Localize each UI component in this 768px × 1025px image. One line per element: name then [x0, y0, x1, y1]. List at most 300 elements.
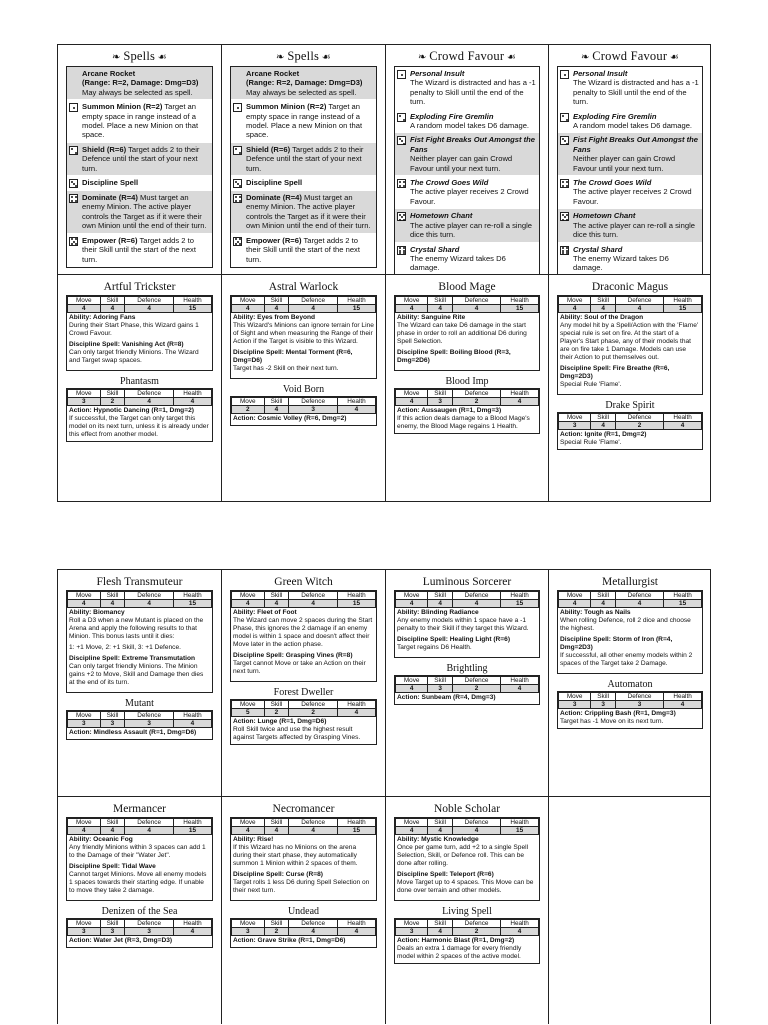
- spell-text: [246, 145, 373, 173]
- stat-value: 15: [173, 600, 211, 608]
- stat-value: 4: [125, 827, 174, 835]
- stat-value: 4: [289, 600, 338, 608]
- wizard-abilities: [231, 835, 376, 900]
- stat-header: Move: [232, 592, 265, 600]
- action-text: Deals an extra 1 damage for every friendly model within 2 spaces of the active model.: [397, 945, 522, 960]
- stat-value: 4: [615, 305, 663, 313]
- ability-text: This Wizard's Minions can ignore terrain for Line of Sight and when measuring the Range of their Action if the Target is visible to this Wizard.: [233, 322, 374, 345]
- spell-entry: [558, 110, 702, 134]
- stat-value: 3: [125, 720, 174, 728]
- spell-name: Hometown Chant: [410, 211, 473, 221]
- ability: [69, 314, 210, 338]
- spell-text: [410, 112, 536, 131]
- stat-header: Defence: [289, 297, 338, 305]
- stat-value: 4: [173, 928, 211, 936]
- minion-action: [397, 937, 537, 961]
- spell-entry: [558, 209, 702, 242]
- stat-value: 3: [100, 928, 125, 936]
- spell-entry: [395, 67, 539, 110]
- stat-header: Defence: [125, 390, 174, 398]
- stat-value: 2: [264, 928, 289, 936]
- spell-text: [246, 69, 373, 97]
- spell-description: Target adds 2 to their Defence until the start of your next turn.: [82, 144, 200, 173]
- minion-stat-card: [394, 918, 540, 964]
- minion-abilities: [67, 406, 212, 441]
- wizard-card: [386, 570, 548, 796]
- die-face-3-icon: [69, 179, 78, 188]
- stat-value: 4: [232, 600, 265, 608]
- wizard-abilities: [67, 835, 212, 900]
- stat-header: Move: [559, 693, 591, 701]
- stat-table: [231, 700, 376, 717]
- wizard-name: Draconic Magus: [591, 281, 669, 293]
- stat-value: 2: [289, 709, 338, 717]
- minion-abilities: [558, 709, 702, 728]
- wizard-name: Astral Warlock: [268, 281, 339, 293]
- spell-text: [246, 236, 373, 264]
- stat-header: Health: [501, 920, 539, 928]
- stat-value: 5: [232, 709, 265, 717]
- stat-header: Defence: [452, 819, 500, 827]
- ability-label: Discipline Spell: Grasping Vines (R=8): [233, 652, 353, 659]
- ability-text: If successful, all other enemy models within 2 spaces of the Target take 2 Damage.: [560, 652, 693, 667]
- stat-header: Health: [173, 390, 211, 398]
- ability-label: Discipline Spell: Tidal Wave: [69, 863, 156, 870]
- stat-header: Health: [173, 592, 211, 600]
- stat-value: 2: [232, 406, 265, 414]
- spell-card: [222, 45, 385, 274]
- stat-value: 4: [591, 600, 616, 608]
- spell-text: [82, 193, 209, 231]
- ability-text: Special Rule 'Flame'.: [560, 381, 622, 388]
- spell-entry: [395, 209, 539, 242]
- wizard-abilities: [395, 608, 539, 657]
- stat-header: Move: [232, 398, 265, 406]
- flourish-right-icon: ☙: [667, 52, 680, 63]
- spell-entry: [395, 243, 539, 275]
- stat-value: 15: [664, 600, 702, 608]
- stat-table: [67, 591, 212, 608]
- ability-text: Any friendly Minions within 3 spaces can add 1 to the Damage of their "Water Jet".: [69, 844, 206, 859]
- stat-value: 4: [337, 709, 375, 717]
- wizard-name: Mermancer: [113, 803, 166, 815]
- wizard-card: [222, 275, 385, 503]
- stat-table: [67, 818, 212, 835]
- stat-header: Skill: [264, 920, 289, 928]
- minion-abilities: [395, 406, 539, 433]
- stat-header: Health: [664, 592, 702, 600]
- wizard-stat-card: [557, 295, 703, 395]
- action-text: Special Rule 'Flame'.: [560, 439, 622, 446]
- ability-label: Ability: Adoring Fans: [69, 314, 136, 321]
- stat-value: 4: [68, 600, 101, 608]
- die-face-2-icon: [397, 113, 406, 122]
- ability-label: Ability: Eyes from Beyond: [233, 314, 316, 321]
- minion-abilities: [231, 717, 376, 744]
- spell-card-title-text: Spells: [123, 49, 156, 63]
- ability-text: Target regains D6 Health.: [397, 644, 472, 651]
- stat-header: Move: [68, 819, 101, 827]
- minion-name: Forest Dweller: [273, 687, 334, 698]
- wizard-abilities: [395, 835, 539, 900]
- die-face-1-icon: [69, 103, 78, 112]
- stat-value: 4: [396, 305, 428, 313]
- stat-header: Defence: [452, 297, 500, 305]
- stat-value: 4: [452, 827, 500, 835]
- stat-value: 4: [264, 827, 289, 835]
- die-face-3-icon: [560, 136, 569, 145]
- stat-header: Move: [559, 592, 591, 600]
- stat-header: Skill: [428, 920, 453, 928]
- stat-table: [231, 591, 376, 608]
- minion-action: [397, 694, 537, 702]
- stat-header: Health: [337, 701, 375, 709]
- spell-text: [246, 102, 373, 140]
- wizard-abilities: [558, 313, 702, 394]
- stat-value: 4: [100, 305, 125, 313]
- die-face-3-icon: [397, 136, 406, 145]
- stat-header: Skill: [100, 297, 125, 305]
- wizard-card: [58, 275, 221, 503]
- spell-text: [573, 178, 699, 206]
- stat-value: 4: [428, 928, 453, 936]
- spell-name: Personal Insult: [410, 69, 465, 78]
- ability: [233, 652, 374, 676]
- spell-name: Dominate (R=4): [82, 193, 138, 203]
- ability: [397, 836, 537, 868]
- spell-description: The active player can re-roll a single dice this turn.: [573, 220, 695, 240]
- minion-action: [560, 710, 700, 726]
- die-face-5-icon: [560, 212, 569, 221]
- wizard-card: [549, 570, 711, 796]
- action-text: If successful, the Target can only target this model on its next turn, unless it is already under this effect from another model.: [69, 415, 209, 438]
- stat-header: Health: [501, 390, 539, 398]
- stat-value: 3: [615, 701, 663, 709]
- spell-card-title-text: Crowd Favour: [429, 49, 505, 63]
- stat-table: [67, 919, 212, 936]
- spell-text: [410, 135, 536, 173]
- ability: [233, 836, 374, 868]
- stat-value: 3: [396, 928, 428, 936]
- minion-name: Automaton: [607, 679, 653, 690]
- die-face-4-icon: [397, 179, 406, 188]
- ability: [560, 609, 700, 633]
- stat-header: Move: [232, 920, 265, 928]
- ability: [69, 609, 210, 641]
- spell-entry: [395, 176, 539, 209]
- spell-name: The Crowd Goes Wild: [573, 178, 652, 188]
- stat-value: 4: [100, 827, 125, 835]
- stat-header: Move: [68, 920, 101, 928]
- action-label: Action: Sunbeam (R=4, Dmg=3): [397, 694, 496, 701]
- stat-value: 3: [559, 422, 591, 430]
- stat-value: 2: [615, 422, 663, 430]
- ability-text: Once per game turn, add +2 to a single Spell Selection, Skill, or Defence roll. This can be done after rolling.: [397, 844, 529, 867]
- stat-header: Defence: [452, 592, 500, 600]
- ability-label: Ability: Sanguine Rite: [397, 314, 466, 321]
- action-label: Action: Harmonic Blast (R=1, Dmg=2): [397, 937, 515, 944]
- minion-stat-card: [557, 691, 703, 729]
- minion-stat-card: [394, 675, 540, 705]
- spell-name: Summon Minion (R=2): [246, 102, 327, 112]
- flourish-left-icon: ❧: [112, 52, 124, 63]
- stat-value: 4: [289, 928, 338, 936]
- spell-name: Fist Fight Breaks Out Amongst the Fans: [573, 135, 699, 154]
- ability: [233, 609, 374, 649]
- spell-name: Empower (R=6): [82, 235, 138, 245]
- stat-header: Skill: [591, 693, 616, 701]
- stat-header: Defence: [125, 297, 174, 305]
- stat-value: 3: [591, 701, 616, 709]
- spell-range: (Range: R=2, Damage: Dmg=D3): [246, 78, 363, 88]
- stat-value: 4: [428, 600, 453, 608]
- stat-header: Move: [396, 677, 428, 685]
- stat-value: 4: [428, 305, 453, 313]
- spell-name: Arcane Rocket: [246, 69, 300, 78]
- wizard-name: Green Witch: [274, 576, 333, 588]
- stat-header: Health: [173, 819, 211, 827]
- spell-entry: [231, 176, 376, 191]
- stat-value: 3: [232, 928, 265, 936]
- spell-description: Target adds 2 to their Skill until the start of the next turn.: [82, 235, 196, 264]
- minion-action: [69, 407, 210, 439]
- spell-entry: [231, 100, 376, 143]
- spell-name: Dominate (R=4): [246, 193, 302, 203]
- stat-table: [395, 818, 539, 835]
- ability-label: Ability: Oceanic Fog: [69, 836, 133, 843]
- die-face-6-icon: [397, 246, 406, 255]
- stat-value: 4: [264, 305, 289, 313]
- stat-header: Skill: [428, 390, 453, 398]
- wizard-abilities: [395, 313, 539, 370]
- stat-value: 3: [68, 398, 101, 406]
- ability-label: Discipline Spell: Storm of Iron (R=4, Dmg=2D3): [560, 636, 673, 651]
- spell-entry: [231, 67, 376, 100]
- ability-label: Ability: Biomancy: [69, 609, 125, 616]
- action-label: Action: Crippling Bash (R=1, Dmg=3): [560, 710, 676, 717]
- spell-name: Personal Insult: [573, 69, 628, 78]
- spell-name: Empower (R=6): [246, 235, 302, 245]
- stat-header: Defence: [615, 693, 663, 701]
- spell-name: Hometown Chant: [573, 211, 636, 221]
- stat-table: [67, 711, 212, 728]
- stat-value: 4: [452, 305, 500, 313]
- spell-description: A random model takes D6 damage.: [573, 121, 693, 131]
- stat-header: Defence: [452, 390, 500, 398]
- ability-text: The Wizard can move 2 spaces during the Start Phase, this ignores the 2 damage if an enemy model is within 1 space and doesn't affect their Move later in the action phase.: [233, 617, 373, 648]
- stat-header: Skill: [591, 592, 616, 600]
- stat-header: Move: [396, 297, 428, 305]
- wizard-card: [222, 570, 385, 796]
- spell-card: [58, 45, 221, 274]
- minion-name: Drake Spirit: [605, 400, 655, 411]
- stat-header: Defence: [452, 677, 500, 685]
- die-face-5-icon: [233, 237, 242, 246]
- spell-name: Crystal Shard: [410, 244, 460, 254]
- ability-label: Ability: Soul of the Dragon: [560, 314, 644, 321]
- stat-value: 3: [289, 406, 338, 414]
- minion-action: [69, 729, 210, 737]
- ability-text: Cannot target Minions. Move all enemy models 1 spaces towards their starting edge. If unable to move they take 2 damage.: [69, 871, 207, 894]
- stat-value: 4: [337, 928, 375, 936]
- spell-text: [82, 145, 209, 173]
- stat-value: 4: [501, 398, 539, 406]
- wizard-name: Artful Trickster: [103, 281, 176, 293]
- wizard-stat-card: [66, 295, 213, 371]
- stat-value: 4: [559, 600, 591, 608]
- wizard-name: Flesh Transmuteur: [96, 576, 183, 588]
- stat-header: Move: [68, 390, 101, 398]
- stat-value: 4: [501, 685, 539, 693]
- action-text: Target has -1 Move on its next turn.: [560, 718, 664, 725]
- stat-header: Defence: [289, 398, 338, 406]
- wizard-stat-card: [230, 817, 377, 901]
- ability: [397, 349, 537, 365]
- stat-value: 4: [68, 827, 101, 835]
- stat-value: 4: [664, 701, 702, 709]
- spell-entry: [558, 67, 702, 110]
- action-label: Action: Cosmic Volley (R=6, Dmg=2): [233, 415, 347, 422]
- stat-value: 4: [68, 305, 101, 313]
- spell-name: Summon Minion (R=2): [82, 102, 163, 112]
- stat-header: Move: [232, 297, 265, 305]
- minion-stat-card: [66, 918, 213, 948]
- action-text: If this action deals damage to a Blood Mage's enemy, the Blood Mage regains 1 Health.: [397, 415, 530, 430]
- minion-name: Void Born: [282, 384, 325, 395]
- stat-value: 4: [591, 305, 616, 313]
- ability: [233, 871, 374, 895]
- stat-table: [231, 397, 376, 414]
- wizard-stat-card: [394, 295, 540, 371]
- minion-name: Phantasm: [120, 376, 159, 387]
- stat-value: 4: [664, 422, 702, 430]
- stat-value: 4: [125, 600, 174, 608]
- stat-table: [558, 591, 702, 608]
- stat-header: Skill: [264, 701, 289, 709]
- minion-action: [397, 407, 537, 431]
- ability: [69, 341, 210, 365]
- spell-entry: [67, 67, 212, 100]
- stat-table: [395, 389, 539, 406]
- stat-table: [395, 591, 539, 608]
- spell-name: Exploding Fire Gremlin: [573, 111, 657, 121]
- stat-value: 4: [396, 827, 428, 835]
- minion-abilities: [67, 728, 212, 739]
- stat-value: 2: [452, 398, 500, 406]
- ability-text: Can only target friendly Minions. The Minion gains +2 to Move, Skill and Damage then dies at the end of its turn.: [69, 663, 204, 686]
- minion-action: [560, 431, 700, 447]
- spell-note: May always be selected as spell.: [246, 87, 357, 97]
- ability-text: Target rolls 1 less D6 during Spell Selection on their next turn.: [233, 879, 370, 894]
- stat-table: [395, 676, 539, 693]
- ability: [69, 836, 210, 860]
- die-face-6-icon: [560, 246, 569, 255]
- ability-label: Discipline Spell: Healing Light (R=6): [397, 636, 511, 643]
- spell-description: Neither player can gain Crowd Favour until your next turn.: [410, 154, 513, 173]
- spell-name: Fist Fight Breaks Out Amongst the Fans: [410, 135, 536, 154]
- spell-card-title: [555, 49, 705, 64]
- stat-value: 15: [664, 305, 702, 313]
- stat-header: Move: [396, 592, 428, 600]
- stat-header: Skill: [264, 819, 289, 827]
- die-face-2-icon: [69, 146, 78, 155]
- stat-value: 15: [501, 600, 539, 608]
- stat-value: 15: [337, 600, 375, 608]
- wizard-stat-card: [557, 590, 703, 674]
- stat-value: 4: [173, 720, 211, 728]
- stat-table: [558, 296, 702, 313]
- flourish-right-icon: ☙: [504, 52, 517, 63]
- ability-text: Target has -2 Skill on their next turn.: [233, 365, 339, 372]
- spell-description: The active player receives 2 Crowd Favour.: [573, 187, 692, 206]
- spell-text: [82, 236, 209, 264]
- stat-header: Skill: [264, 297, 289, 305]
- stat-header: Defence: [289, 819, 338, 827]
- die-face-3-icon: [233, 179, 242, 188]
- spell-text: [82, 178, 209, 187]
- minion-action: [233, 718, 374, 742]
- action-label: Action: Mindless Assault (R=1, Dmg=D6): [69, 729, 197, 736]
- stat-table: [558, 692, 702, 709]
- stat-header: Move: [396, 819, 428, 827]
- stat-value: 15: [501, 305, 539, 313]
- ability-text: When rolling Defence, roll 2 dice and choose the highest.: [560, 617, 691, 632]
- spell-name: Discipline Spell: [246, 178, 303, 188]
- spell-entry: [558, 133, 702, 176]
- stat-value: 15: [501, 827, 539, 835]
- minion-abilities: [395, 693, 539, 704]
- wizard-abilities: [558, 608, 702, 673]
- stat-header: Health: [337, 819, 375, 827]
- action-label: Action: Grave Strike (R=1, Dmg=D6): [233, 937, 346, 944]
- wizard-card: [58, 797, 221, 1025]
- ability-label: Discipline Spell: Teleport (R=6): [397, 871, 494, 878]
- minion-name: Living Spell: [442, 906, 492, 917]
- stat-header: Skill: [428, 677, 453, 685]
- action-label: Action: Aussaugen (R=1, Dmg=3): [397, 407, 502, 414]
- flourish-left-icon: ❧: [417, 52, 430, 63]
- ability-text: Target cannot Move or take an Action on their next turn.: [233, 660, 366, 675]
- stat-table: [558, 413, 702, 430]
- ability-label: Discipline Spell: Vanishing Act (R=8): [69, 341, 184, 348]
- stat-header: Defence: [615, 297, 663, 305]
- minion-stat-card: [394, 388, 540, 434]
- die-face-5-icon: [397, 212, 406, 221]
- minion-stat-card: [230, 699, 377, 745]
- stat-value: 4: [125, 305, 174, 313]
- stat-header: Health: [337, 398, 375, 406]
- ability-text: If this Wizard has no Minions on the arena during their start phase, they automatically summon 1 Minion within 2 spaces of them.: [233, 844, 358, 867]
- stat-header: Move: [396, 390, 428, 398]
- spell-description: The Wizard is distracted and has a -1 penalty to Skill until the end of the turn.: [410, 78, 536, 107]
- wizard-card: [549, 275, 711, 503]
- wizard-name: Blood Mage: [438, 281, 496, 293]
- stat-header: Defence: [615, 414, 663, 422]
- ability: [397, 871, 537, 895]
- stat-value: 15: [337, 827, 375, 835]
- minion-stat-card: [557, 412, 703, 450]
- ability: [560, 636, 700, 668]
- stat-value: 2: [264, 709, 289, 717]
- spell-text: [573, 245, 699, 273]
- spell-note: May always be selected as spell.: [82, 87, 193, 97]
- stat-value: 4: [615, 600, 663, 608]
- spell-name: Exploding Fire Gremlin: [410, 111, 494, 121]
- stat-value: 4: [264, 600, 289, 608]
- stat-header: Skill: [428, 297, 453, 305]
- spell-description: Neither player can gain Crowd Favour until your next turn.: [573, 154, 676, 173]
- stat-value: 3: [125, 928, 174, 936]
